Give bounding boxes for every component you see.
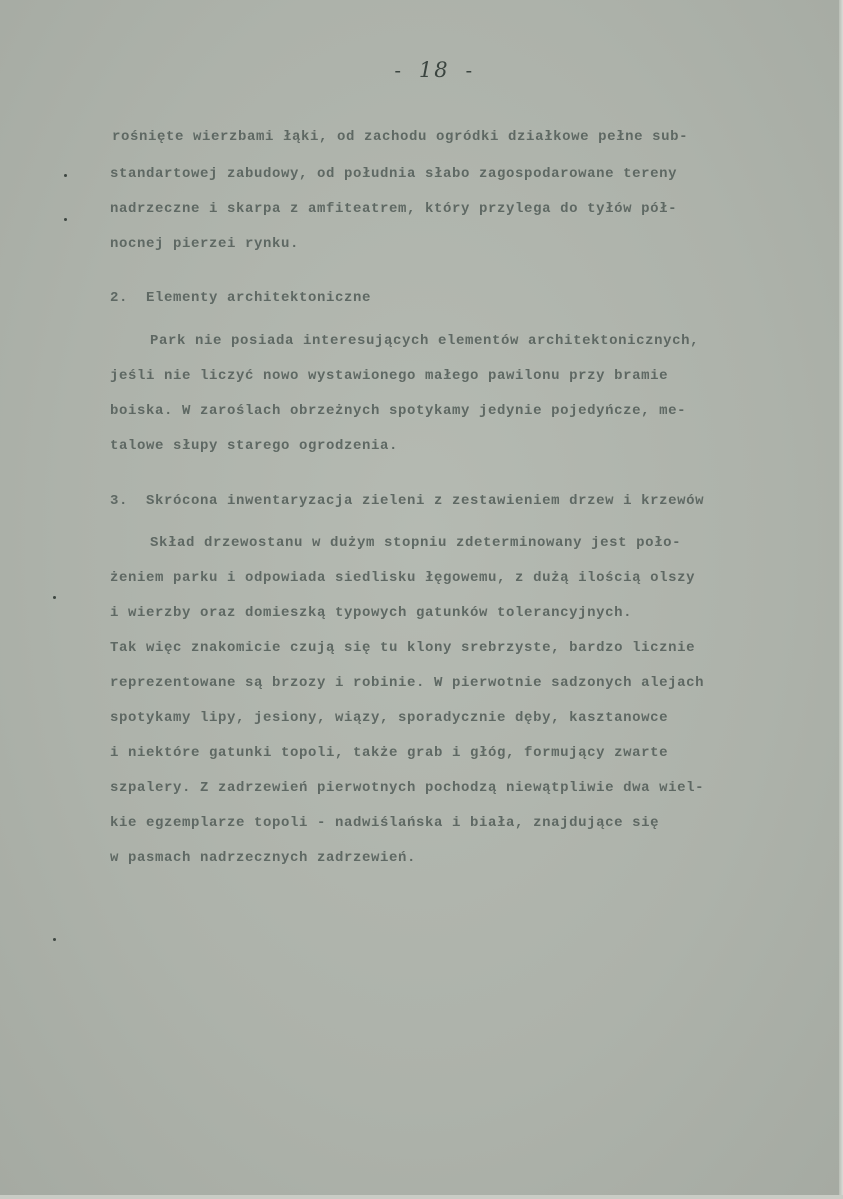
page-number <box>392 58 482 82</box>
text-line-13: i wierzby oraz domieszką typowych gatunków tolerancyjnych. <box>110 605 633 621</box>
page-number-dash-right: - <box>463 60 477 82</box>
text-line-20: w pasmach nadrzecznych zadrzewień. <box>110 850 417 866</box>
text-line-16: spotykamy lipy, jesiony, wiązy, sporadycznie dęby, kasztanowce <box>110 710 669 726</box>
text-line-12: żeniem parku i odpowiada siedlisku łęgowemu, z dużą ilością olszy <box>110 570 696 586</box>
punch-mark-4 <box>53 938 56 941</box>
text-line-3: nadrzeczne i skarpa z amfiteatrem, który przylega do tyłów pół- <box>110 201 678 217</box>
page-edge-bottom <box>0 1195 843 1199</box>
text-line-17: i niektóre gatunki topoli, także grab i głóg, formujący zwarte <box>110 745 669 761</box>
text-line-15: reprezentowane są brzozy i robinie. W pierwotnie sadzonych alejach <box>110 675 705 691</box>
text-line-11: Skład drzewostanu w dużym stopniu zdeterminowany jest poło- <box>150 535 682 551</box>
text-line-19: kie egzemplarze topoli - nadwiślańska i biała, znajdujące się <box>110 815 660 831</box>
text-line-9: talowe słupy starego ogrodzenia. <box>110 438 399 454</box>
punch-mark-1 <box>64 174 67 177</box>
page-edge-right <box>839 0 843 1199</box>
text-line-7: jeśli nie liczyć nowo wystawionego małego pawilonu przy bramie <box>110 368 669 384</box>
text-line-4: nocnej pierzei rynku. <box>110 236 300 252</box>
text-line-14: Tak więc znakomicie czują się tu klony srebrzyste, bardzo licznie <box>110 640 696 656</box>
text-line-18: szpalery. Z zadrzewień pierwotnych pochodzą niewątpliwie dwa wiel- <box>110 780 705 796</box>
page-number-dash-left: - <box>392 60 406 82</box>
text-line-2: standartowej zabudowy, od południa słabo zagospodarowane tereny <box>110 166 678 182</box>
text-line-1: rośnięte wierzbami łąki, od zachodu ogródki działkowe pełne sub- <box>112 129 689 145</box>
page-number-handwritten: 18 <box>418 58 450 82</box>
text-line-8: boiska. W zaroślach obrzeżnych spotykamy jedynie pojedyńcze, me- <box>110 403 687 419</box>
punch-mark-3 <box>53 596 56 599</box>
text-line-6: Park nie posiada interesujących elementów architektonicznych, <box>150 333 700 349</box>
section-heading-2: 2. Elementy architektoniczne <box>110 290 372 306</box>
section-heading-3: 3. Skrócona inwentaryzacja zieleni z zestawieniem drzew i krzewów <box>110 493 705 509</box>
punch-mark-2 <box>64 218 67 221</box>
